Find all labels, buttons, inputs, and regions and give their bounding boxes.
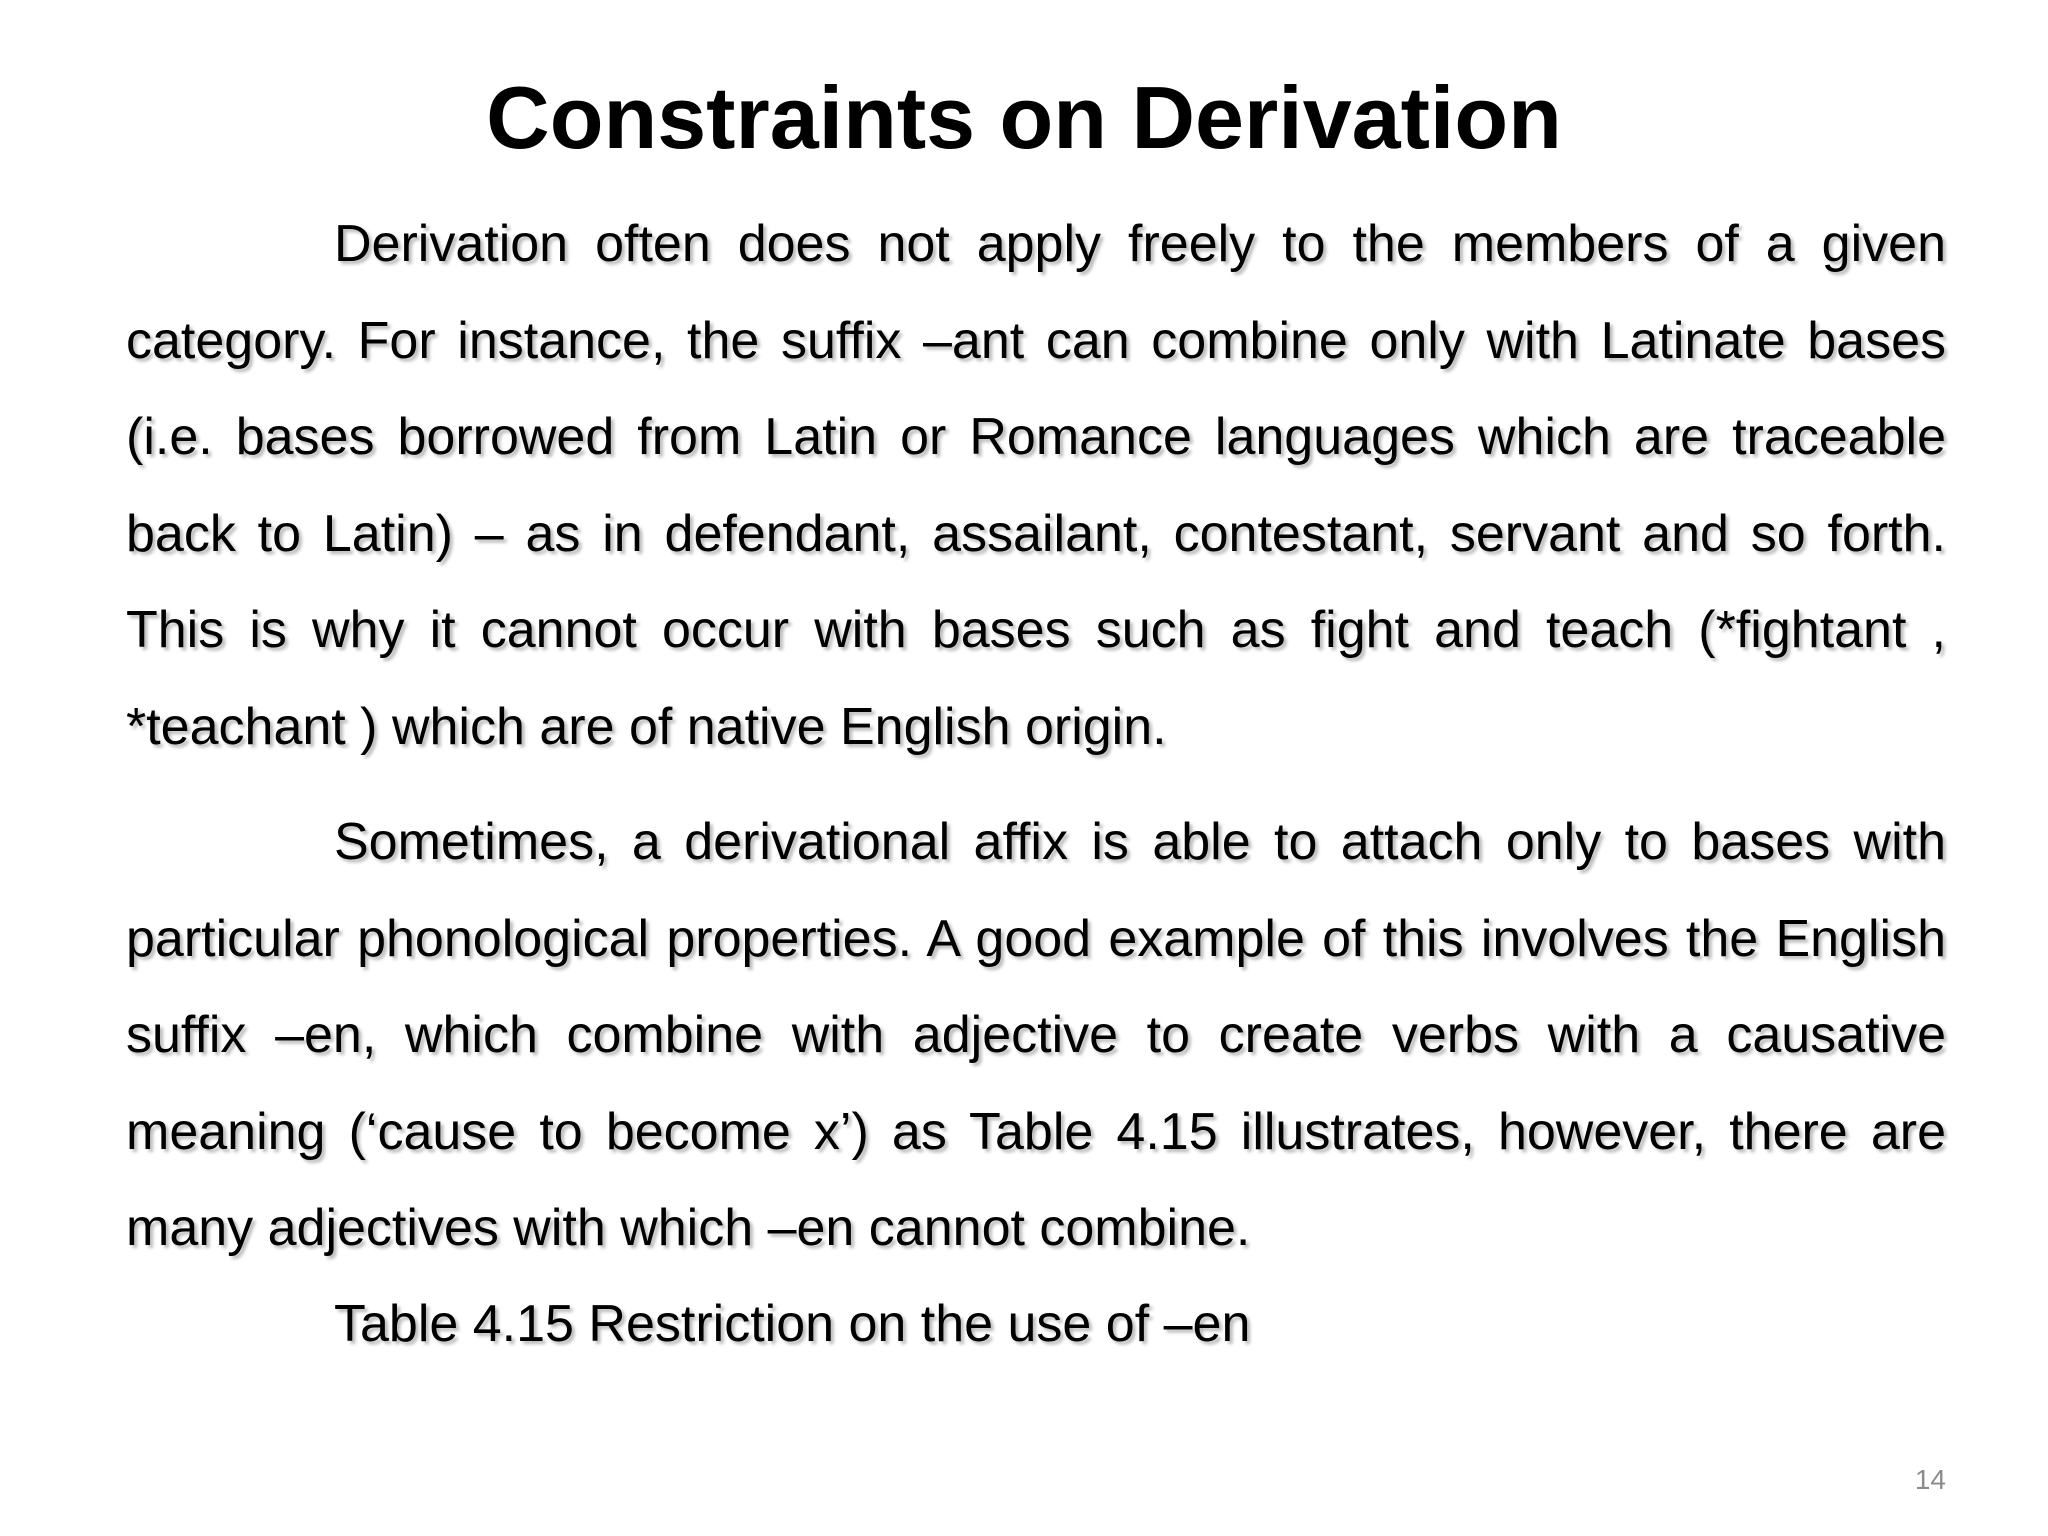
page-number: 14 [1914,1464,1946,1495]
paragraph-phonological-constraints: Sometimes, a derivational affix is able to attach only to bases with particular phonological properties. A good example of this involves the English suffix –en, which combine with adjective to create verbs with a causative meaning (‘cause to become x’) as Table 4.15 illustrates, however, there are many adjectives with which –en cannot combine. [126,813,1946,1257]
paragraph-derivation-constraints: Derivation often does not apply freely to the members of a given category. For instance, the suffix –ant can combine only with Latinate bases (i.e. bases borrowed from Latin or Romance languages which are traceable back to Latin) – as in defendant, assailant, contestant, servant and so forth. This is why it cannot occur with bases such as fight and teach (*fightant , *teachant ) which are of native English origin. [126,215,1946,756]
slide-title: Constraints on Derivation [486,68,1562,167]
table-caption: Table 4.15 Restriction on the use of –en [334,1295,1251,1353]
